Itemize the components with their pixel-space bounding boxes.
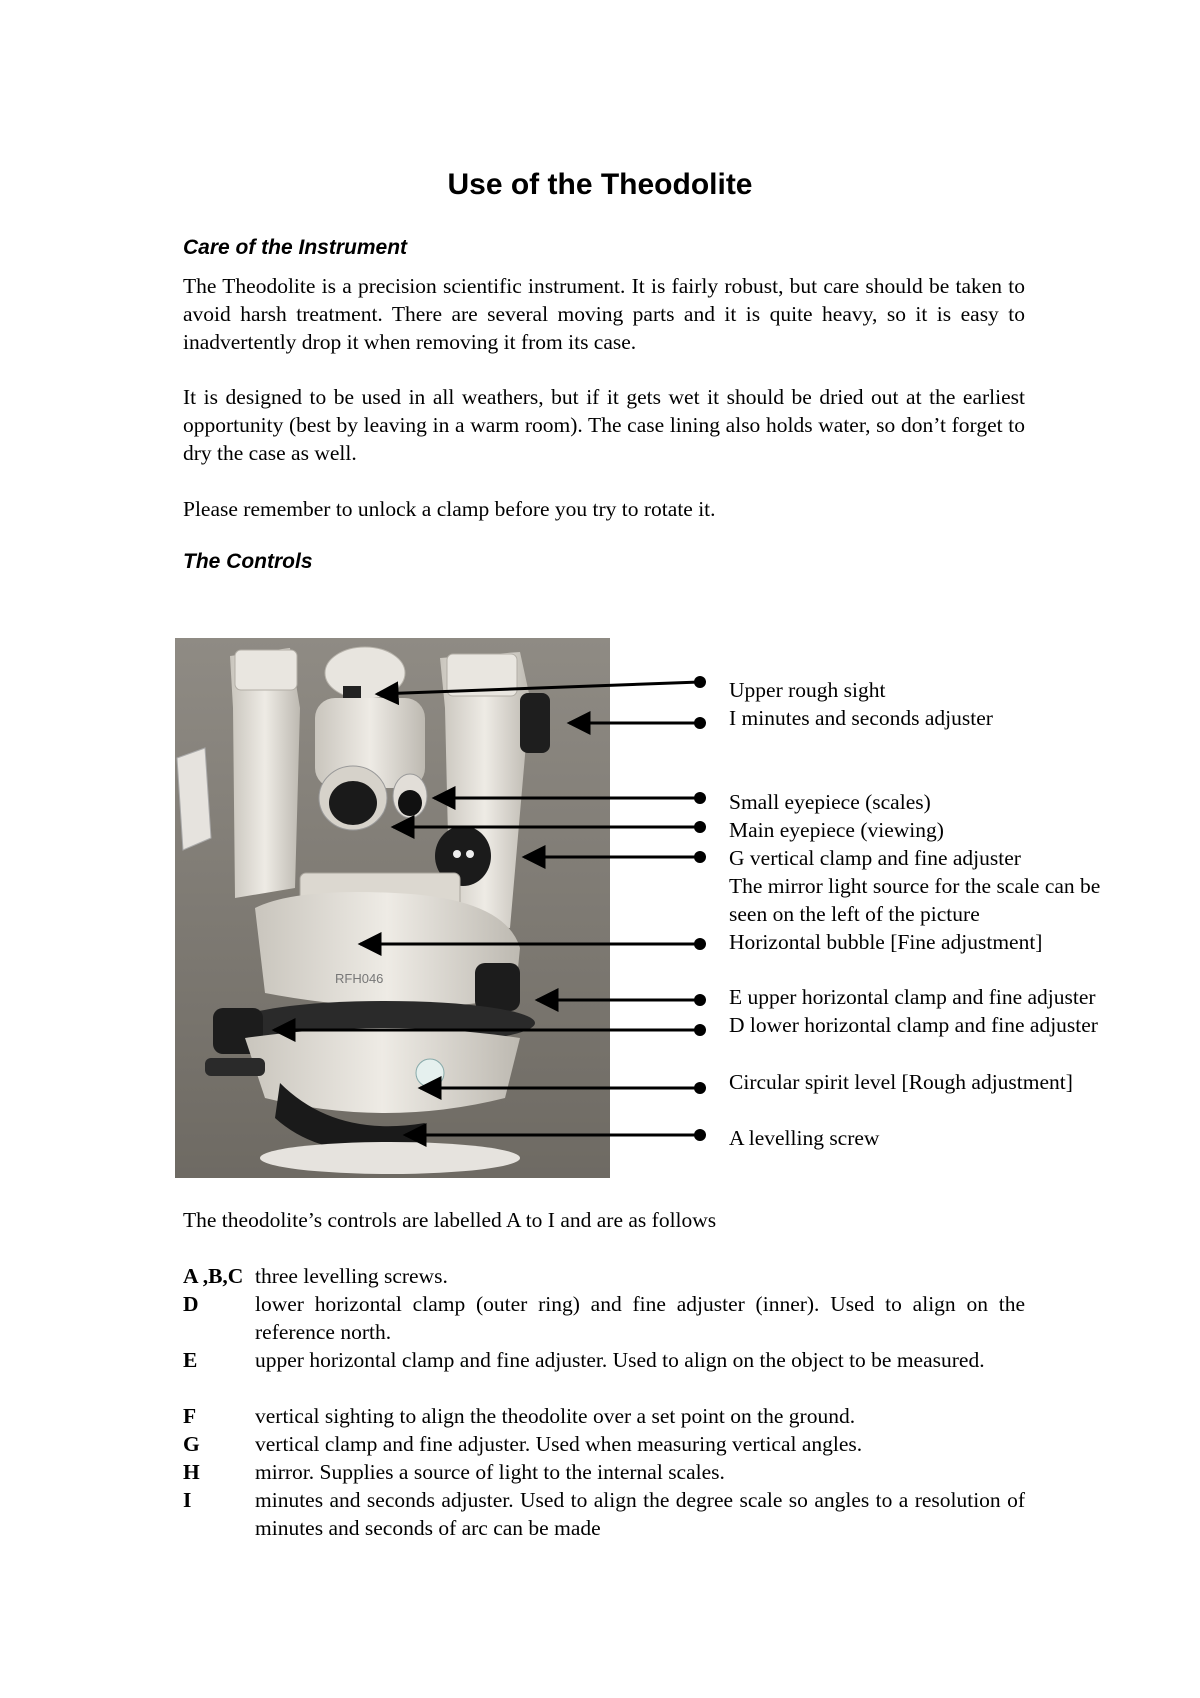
callout-label-upper-horizontal-clamp: E upper horizontal clamp and fine adjuster <box>729 985 1096 1009</box>
controls-intro: The theodolite’s controls are labelled A to I and are as follows <box>183 1208 717 1232</box>
care-heading: Care of the Instrument <box>183 236 408 259</box>
callout-label-mirror-note-2: seen on the left of the picture <box>729 902 980 926</box>
care-paragraph-2: It is designed to be used in all weathers, but if it gets wet it should be dried out at the earliest opportunity (best by leaving in a warm room). The case lining also holds water, so don’t forget to dry the case as well. <box>183 385 1025 465</box>
control-desc: vertical sighting to align the theodolite over a set point on the ground. <box>255 1404 856 1428</box>
control-item-h <box>183 1458 1025 1486</box>
callout-label-small-eyepiece: Small eyepiece (scales) <box>729 790 931 814</box>
control-desc: minutes and seconds adjuster. Used to align the degree scale so angles to a resolution of minutes and seconds of arc can be made <box>255 1488 1025 1540</box>
callout-label-main-eyepiece: Main eyepiece (viewing) <box>729 818 944 842</box>
page-title: Use of the Theodolite <box>447 168 753 201</box>
control-key: H <box>183 1460 200 1484</box>
callout-label-horizontal-bubble: Horizontal bubble [Fine adjustment] <box>729 930 1043 954</box>
control-key: F <box>183 1404 197 1428</box>
control-key: G <box>183 1432 200 1456</box>
control-item-d <box>183 1290 1025 1346</box>
callout-label-lower-horizontal-clamp: D lower horizontal clamp and fine adjuster <box>729 1013 1098 1037</box>
callout-label-upper-rough-sight: Upper rough sight <box>729 678 886 702</box>
control-desc: vertical clamp and fine adjuster. Used when measuring vertical angles. <box>255 1432 863 1456</box>
controls-heading: The Controls <box>183 550 313 573</box>
control-key: E <box>183 1348 198 1372</box>
care-paragraph-3: Please remember to unlock a clamp before you try to rotate it. <box>183 497 716 521</box>
photo-engraving: RFH046 <box>335 971 384 986</box>
callout-label-mirror-note-1: The mirror light source for the scale can be <box>729 874 1101 898</box>
control-key: A ,B,C <box>183 1264 244 1288</box>
callout-label-circular-level: Circular spirit level [Rough adjustment] <box>729 1070 1073 1094</box>
control-item-g <box>183 1430 1025 1458</box>
callout-label-vertical-clamp: G vertical clamp and fine adjuster <box>729 846 1021 870</box>
control-item-i <box>183 1486 1025 1542</box>
control-desc: lower horizontal clamp (outer ring) and fine adjuster (inner). Used to align on the reference north. <box>255 1292 1025 1344</box>
control-item-abc <box>183 1262 1025 1290</box>
control-desc: upper horizontal clamp and fine adjuster. Used to align on the object to be measured. <box>255 1348 985 1372</box>
control-item-f <box>183 1402 1025 1430</box>
control-key: D <box>183 1292 199 1316</box>
control-item-e <box>183 1346 1025 1374</box>
control-desc: three levelling screws. <box>255 1264 448 1288</box>
control-key: I <box>183 1488 192 1512</box>
control-desc: mirror. Supplies a source of light to the internal scales. <box>255 1460 725 1484</box>
callout-label-minutes-adjuster: I minutes and seconds adjuster <box>729 706 993 730</box>
theodolite-photo <box>175 638 610 1178</box>
care-paragraph-1: The Theodolite is a precision scientific instrument. It is fairly robust, but care should be taken to avoid harsh treatment. There are several moving parts and it is quite heavy, so it is easy to inadvertently drop it when removing it from its case. <box>183 274 1025 354</box>
callout-label-levelling-screw: A levelling screw <box>729 1126 880 1150</box>
